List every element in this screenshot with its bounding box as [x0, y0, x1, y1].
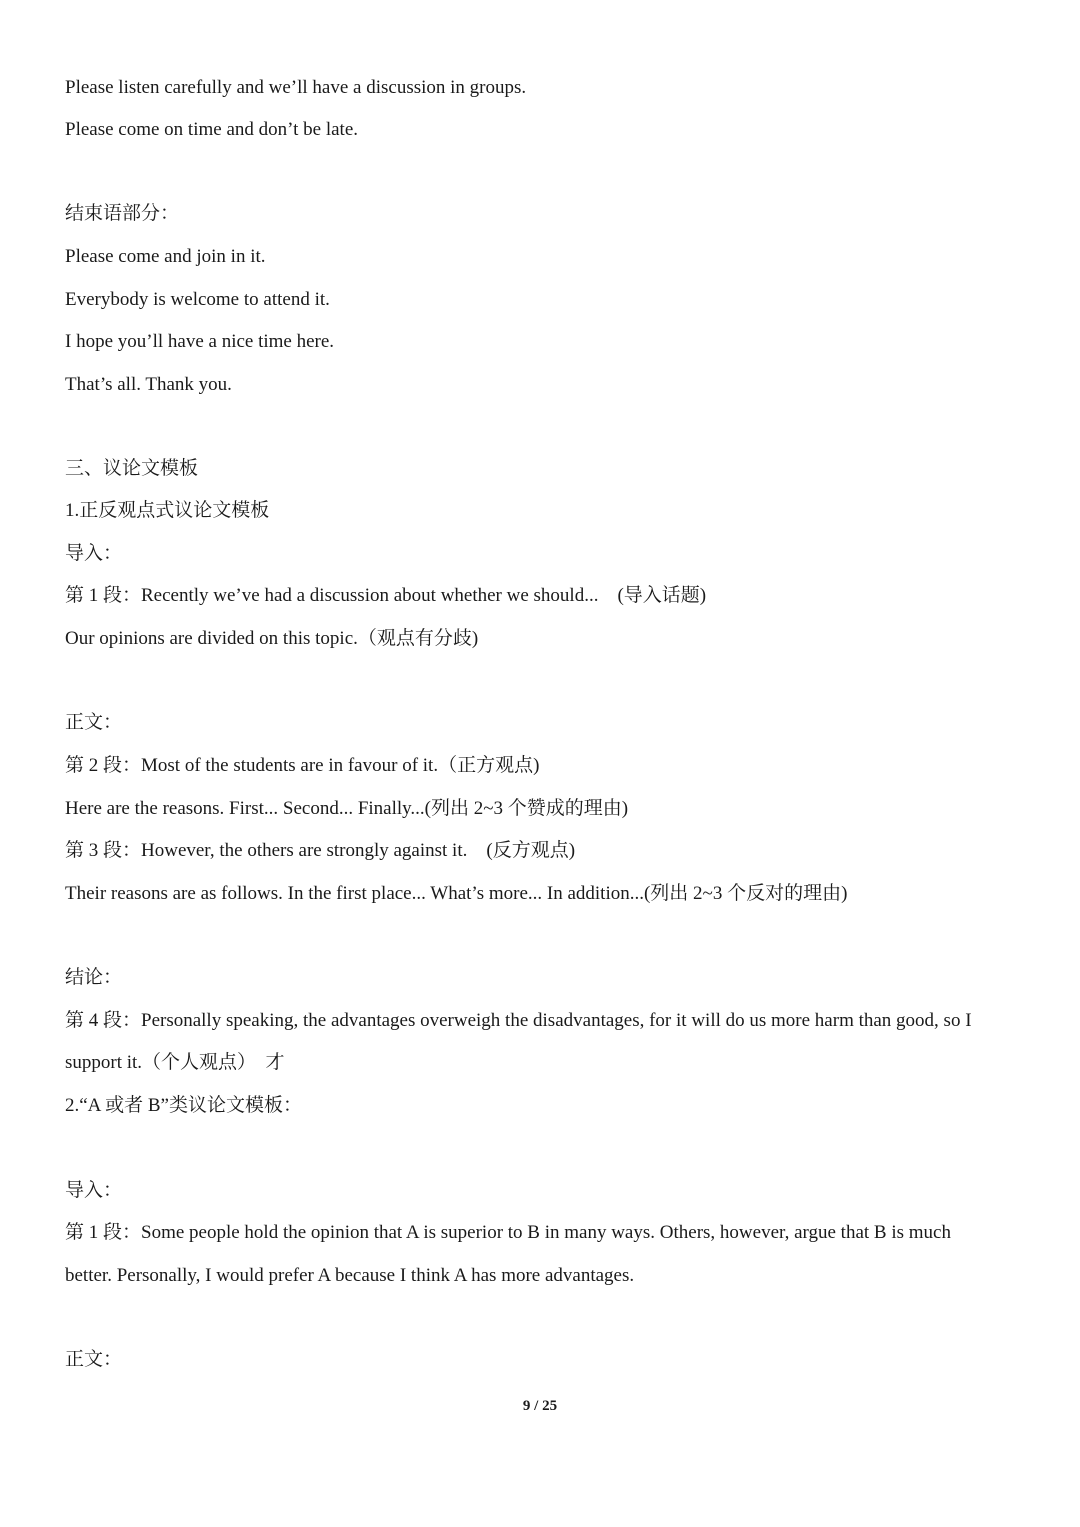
section-heading: 结束语部分：	[65, 203, 180, 224]
part-label: 导入：	[65, 1180, 123, 1201]
subsection-heading: 1.正反观点式议论文模板	[65, 500, 270, 521]
part-label: 导入：	[65, 543, 123, 564]
part-label: 正文：	[65, 1349, 123, 1370]
text-line: That’s all. Thank you.	[65, 374, 232, 395]
text-line: Please come and join in it.	[65, 246, 266, 267]
text-line: 第 1 段：Recently we’ve had a discussion about whether we should... (导入话题)	[65, 585, 707, 606]
text-line: 第 3 段：However, the others are strongly against it. (反方观点)	[65, 840, 576, 861]
subsection-heading: 2.“A 或者 B”类议论文模板：	[65, 1095, 302, 1116]
part-label: 结论：	[65, 967, 123, 988]
text-line: 第 1 段：Some people hold the opinion that A is superior to B in many ways. Others, however, argue that B is much	[65, 1222, 951, 1243]
text-line: Our opinions are divided on this topic.（观点有分歧)	[65, 628, 479, 649]
part-label: 正文：	[65, 712, 123, 733]
text-line: better. Personally, I would prefer A because I think A has more advantages.	[65, 1265, 635, 1286]
text-line: 第 4 段：Personally speaking, the advantages overweigh the disadvantages, for it will do us more harm than good, so I	[65, 1010, 972, 1031]
page-number: 9 / 25	[522, 1398, 558, 1414]
text-line: 第 2 段：Most of the students are in favour of it.（正方观点)	[65, 755, 540, 776]
text-line: Please come on time and don’t be late.	[65, 119, 359, 140]
text-line: Their reasons are as follows. In the first place... What’s more... In addition...(列出 2~3 个反对的理由)	[65, 883, 848, 904]
text-line: I hope you’ll have a nice time here.	[65, 331, 335, 352]
text-line: Everybody is welcome to attend it.	[65, 289, 330, 310]
text-line: Here are the reasons. First... Second... Finally...(列出 2~3 个赞成的理由)	[65, 798, 629, 819]
section-heading: 三、议论文模板	[65, 458, 199, 479]
text-line: Please listen carefully and we’ll have a discussion in groups.	[65, 77, 527, 98]
text-line: support it.（个人观点） 才	[65, 1052, 285, 1073]
